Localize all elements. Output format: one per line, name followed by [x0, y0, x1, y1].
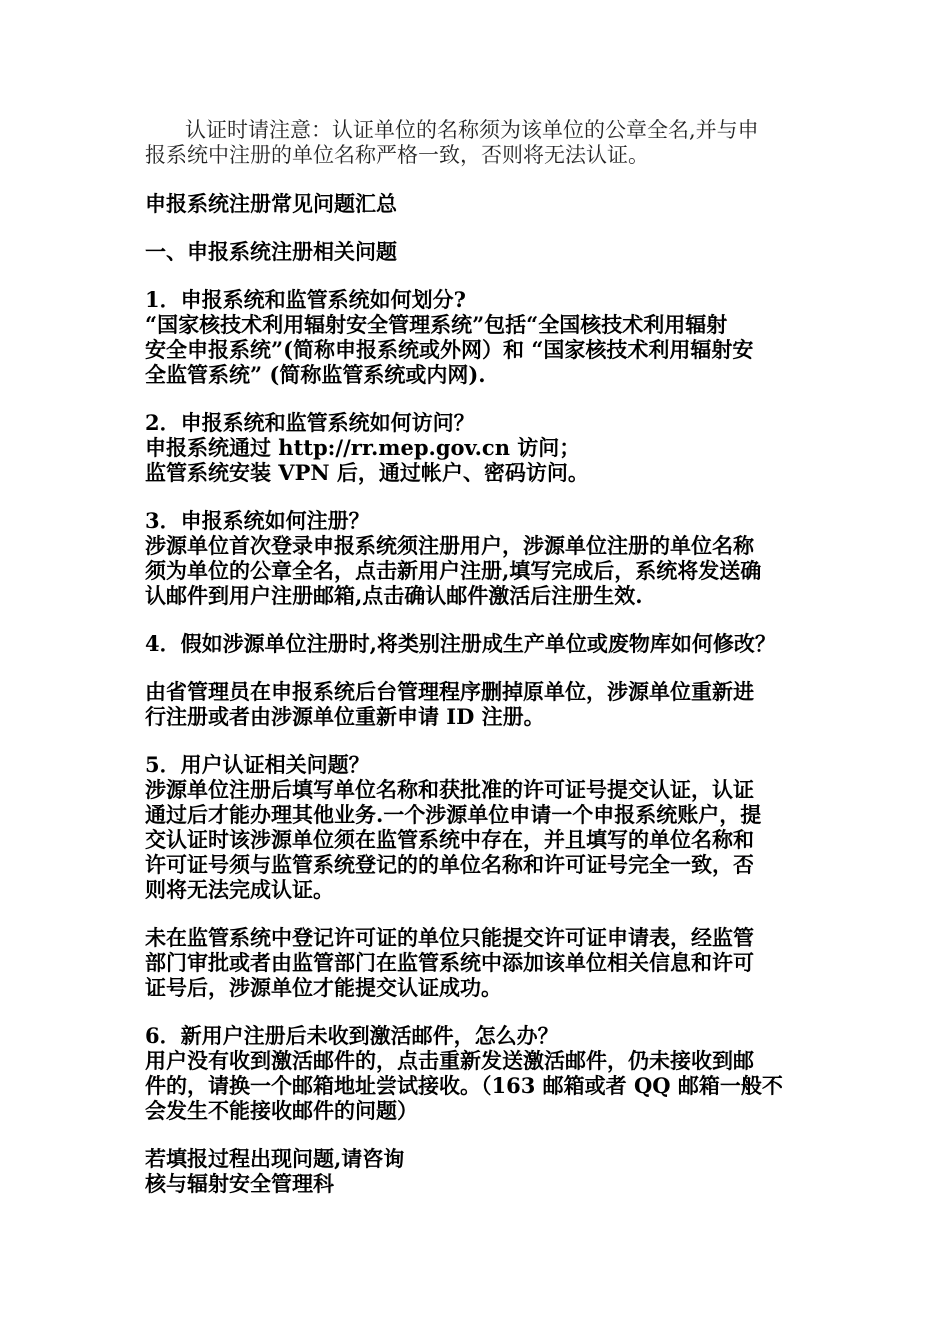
faq-answer-line: 由省管理员在申报系统后台管理程序删掉原单位，涉源单位重新进	[145, 679, 754, 704]
faq-question: 4．假如涉源单位注册时,将类别注册成生产单位或废物库如何修改？	[145, 631, 776, 656]
faq-answer-line: 安全申报系统”(简称申报系统或外网）和 “国家核技术利用辐射安	[145, 337, 754, 362]
faq-question: 3．申报系统如何注册？	[145, 508, 370, 533]
faq-answer-line: 监管系统安装 VPN 后，通过帐户、密码访问。	[145, 460, 589, 485]
faq-answer-line: 证号后，涉源单位才能提交认证成功。	[145, 975, 502, 1000]
faq-question: 1．申报系统和监管系统如何划分?	[145, 287, 466, 312]
faq-answer-line: 则将无法完成认证。	[145, 877, 334, 902]
faq-answer-line: 申报系统通过 http://rr.mep.gov.cn 访问；	[145, 435, 581, 460]
contact-line-2: 核与辐射安全管理科	[145, 1171, 334, 1196]
faq-answer-line: 通过后才能办理其他业务.一个涉源单位申请一个申报系统账户，提	[145, 802, 762, 827]
faq-answer-line: 交认证时该涉源单位须在监管系统中存在，并且填写的单位名称和	[145, 827, 754, 852]
faq-answer-line: 件的，请换一个邮箱地址尝试接收。（163 邮箱或者 QQ 邮箱一般不	[145, 1073, 783, 1098]
faq-item-4	[145, 631, 825, 729]
notice-paragraph	[145, 118, 825, 168]
section-heading: 一、申报系统注册相关问题	[145, 239, 397, 264]
notice-line-2: 报系统中注册的单位名称严格一致，否则将无法认证。	[145, 143, 649, 167]
faq-answer-line: “国家核技术利用辐射安全管理系统”包括“全国核技术利用辐射	[145, 312, 728, 337]
faq-answer-line: 用户没有收到激活邮件的，点击重新发送激活邮件，仍未接收到邮	[145, 1048, 754, 1073]
document-page	[145, 118, 825, 1196]
faq-question: 2．申报系统和监管系统如何访问？	[145, 410, 475, 435]
faq-item-2	[145, 410, 825, 485]
faq-answer-line: 会发生不能接收邮件的问题）	[145, 1098, 418, 1123]
faq-item-1	[145, 287, 825, 387]
document-title: 申报系统注册常见问题汇总	[145, 191, 397, 216]
faq-answer-line: 涉源单位注册后填写单位名称和获批准的许可证号提交认证，认证	[145, 777, 754, 802]
faq-answer-line: 行注册或者由涉源单位重新申请 ID 注册。	[145, 704, 545, 729]
faq-question: 5．用户认证相关问题？	[145, 752, 370, 777]
notice-line-1: 认证时请注意：认证单位的名称须为该单位的公章全名,并与申	[185, 118, 759, 142]
faq-question: 6．新用户注册后未收到激活邮件，怎么办？	[145, 1023, 559, 1048]
faq-answer-line: 须为单位的公章全名，点击新用户注册,填写完成后，系统将发送确	[145, 558, 762, 583]
contact-block	[145, 1146, 825, 1196]
faq-item-5	[145, 752, 825, 1000]
faq-answer-line: 许可证号须与监管系统登记的的单位名称和许可证号完全一致，否	[145, 852, 754, 877]
faq-item-3	[145, 508, 825, 608]
faq-answer-line: 全监管系统” (简称监管系统或内网).	[145, 362, 486, 387]
faq-answer-line: 部门审批或者由监管部门在监管系统中添加该单位相关信息和许可	[145, 950, 754, 975]
faq-item-6	[145, 1023, 825, 1123]
contact-line-1: 若填报过程出现问题,请咨询	[145, 1146, 405, 1171]
faq-answer-line: 认邮件到用户注册邮箱,点击确认邮件激活后注册生效.	[145, 583, 643, 608]
faq-answer-line: 涉源单位首次登录申报系统须注册用户，涉源单位注册的单位名称	[145, 533, 754, 558]
faq-answer-line: 未在监管系统中登记许可证的单位只能提交许可证申请表，经监管	[145, 925, 754, 950]
